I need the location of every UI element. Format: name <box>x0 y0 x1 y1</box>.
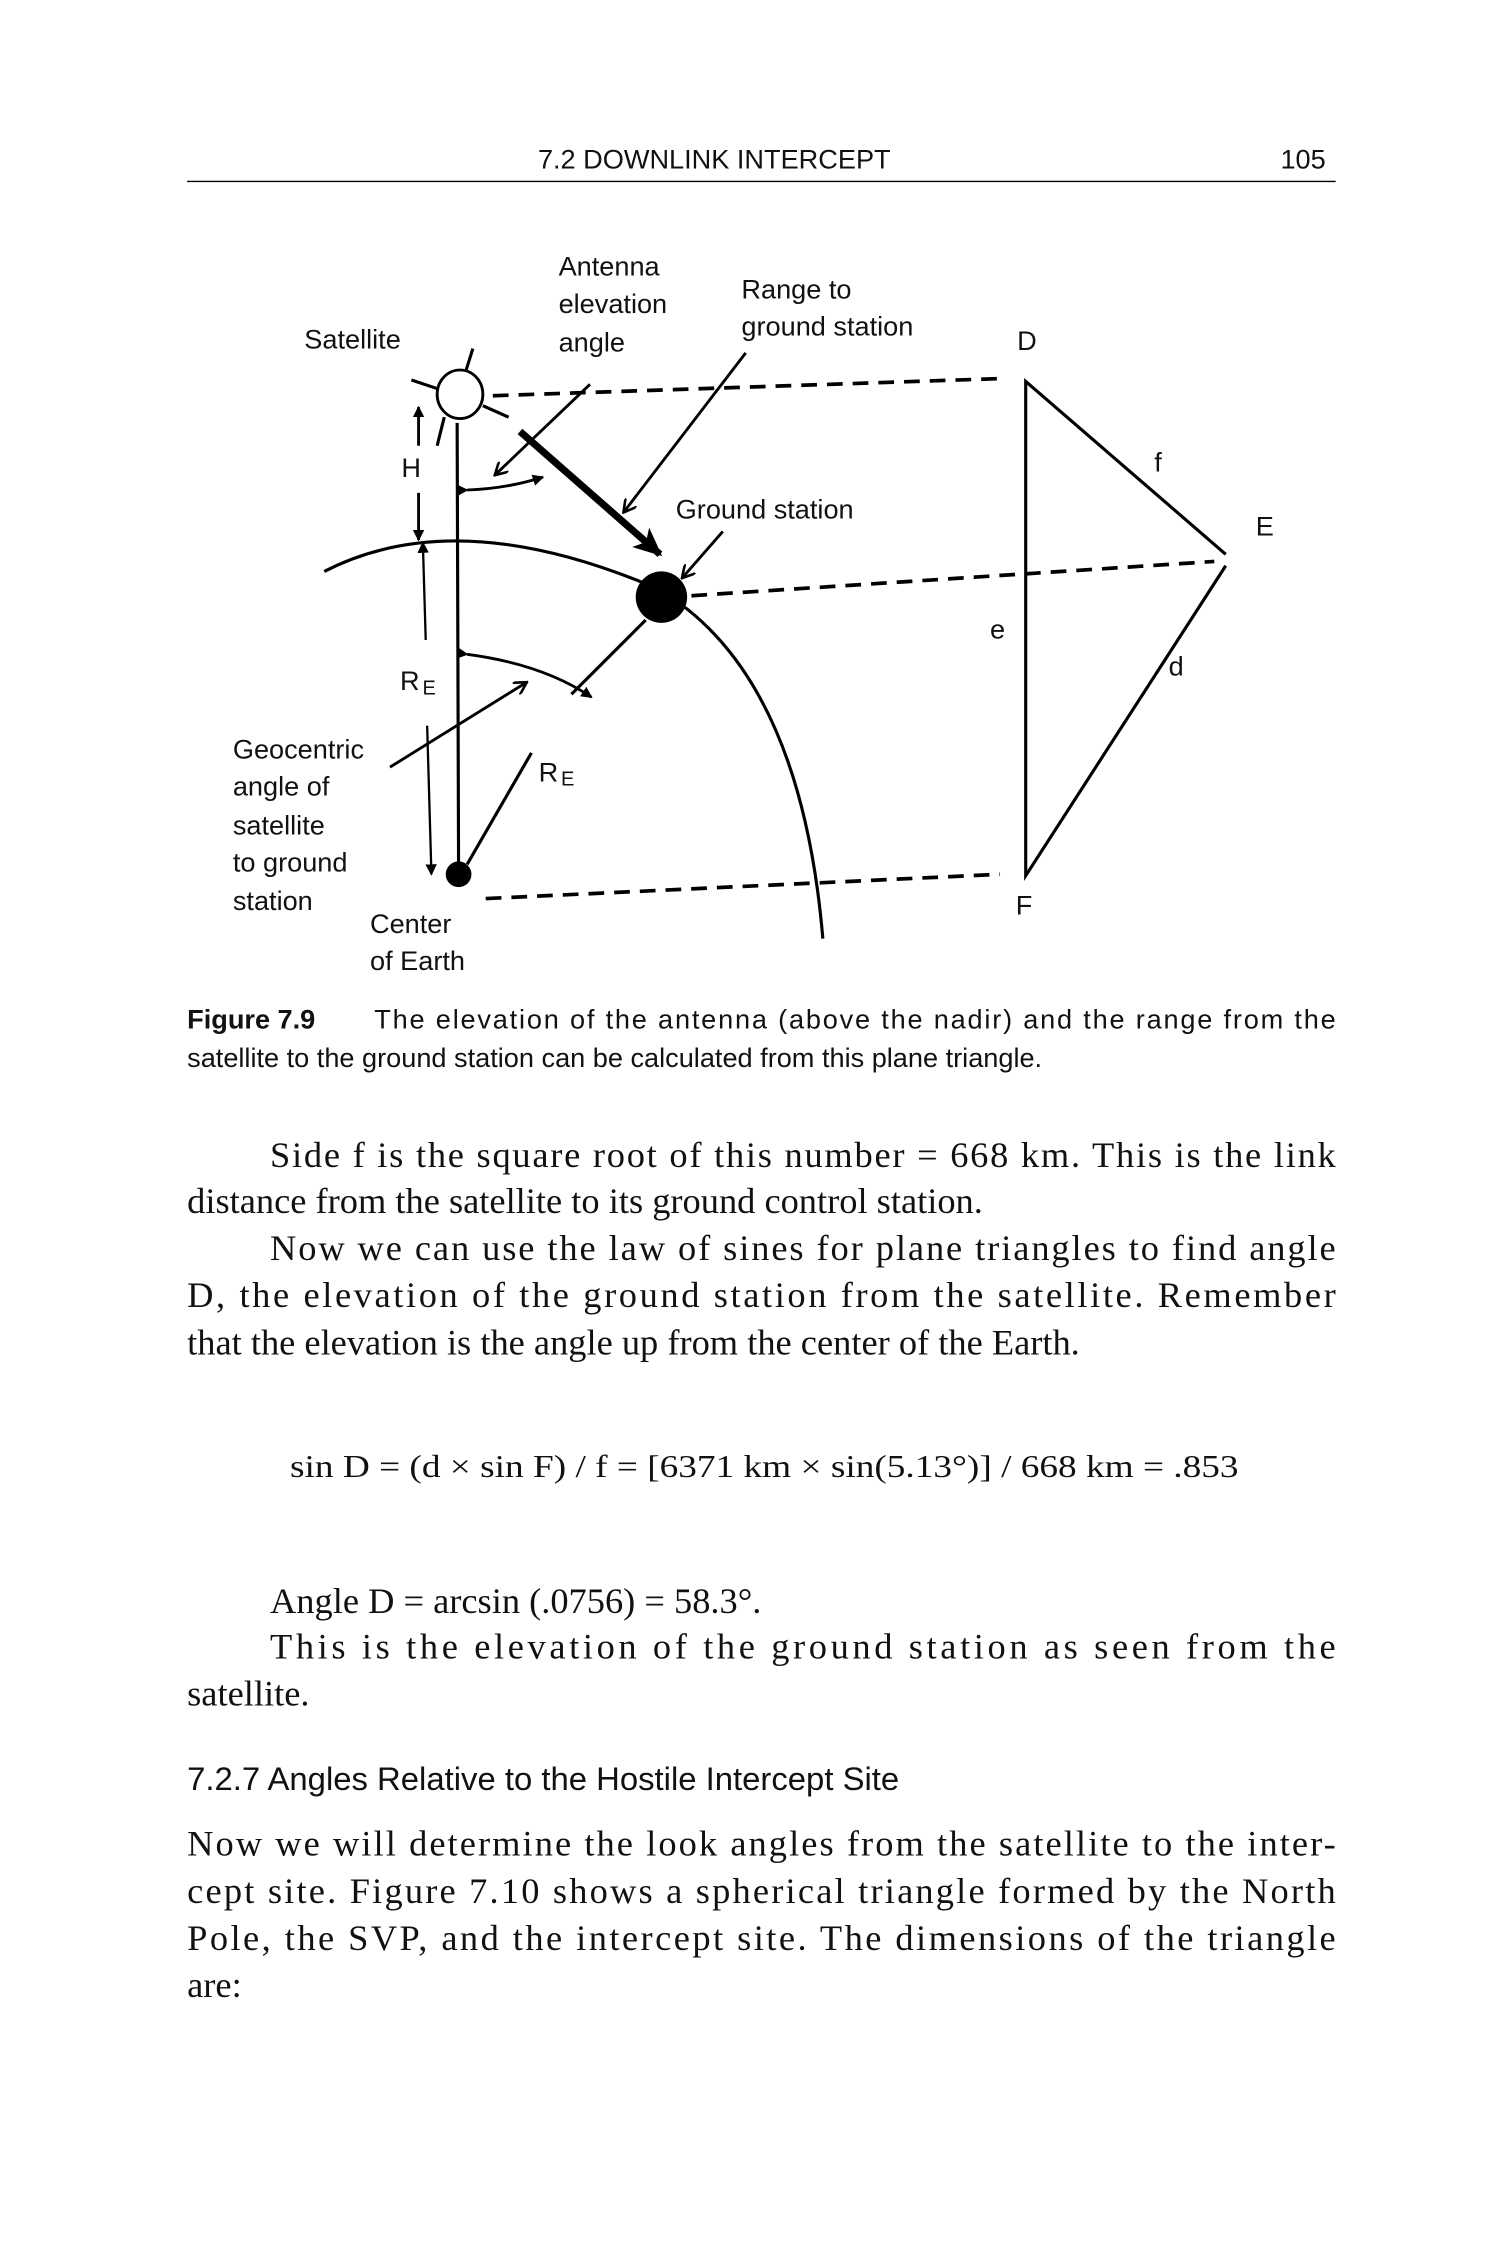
paragraph-line: D, the elevation of the ground station from the satellite. Remember <box>187 1275 1336 1316</box>
paragraph-line: Angle D = arcsin (.0756) = 58.3°. <box>270 1580 762 1621</box>
elevation-angle-arc <box>467 477 543 490</box>
label-e-vertex: E <box>1255 510 1274 542</box>
label-geocentric-2: angle of <box>232 770 330 802</box>
label-center-2: of Earth <box>370 945 465 976</box>
section-header: 7.2 DOWNLINK INTERCEPT <box>537 143 891 175</box>
radius-lower <box>467 753 531 864</box>
label-re-right: R E <box>538 756 575 791</box>
paragraph-line: Now we can use the law of sines for plane triangles to find angle <box>270 1228 1336 1268</box>
earth-surface-arc <box>324 541 823 939</box>
label-f-vertex: F <box>1015 889 1033 921</box>
caption-line: The elevation of the antenna (above the nadir) and the range from the <box>374 1003 1336 1035</box>
dashed-line-ground-station <box>691 561 1214 595</box>
paragraph-line: This is the elevation of the ground station as seen from the <box>270 1626 1336 1667</box>
range-pointer <box>624 353 745 512</box>
figure-diagram <box>233 251 1274 976</box>
label-geocentric-5: station <box>232 885 313 916</box>
paragraph-line: that the elevation is the angle up from the center of the Earth. <box>187 1322 1080 1363</box>
section-heading: 7.2.7 Angles Relative to the Hostile Intercept Site <box>187 1760 900 1797</box>
paragraph-line: Now we will determine the look angles from the satellite to the inter- <box>187 1823 1336 1864</box>
running-header <box>187 144 1336 182</box>
paragraph-line: Pole, the SVP, and the intercept site. The dimensions of the triangle <box>187 1918 1336 1958</box>
dashed-line-satellite <box>493 379 1000 396</box>
label-re-left: R E <box>400 665 436 700</box>
caption-line: satellite to the ground station can be calculated from this plane triangle. <box>187 1042 1043 1074</box>
paragraph-line: Side f is the square root of this number = 668 km. This is the link <box>270 1135 1336 1176</box>
paragraph-line: distance from the satellite to its ground control station. <box>187 1180 983 1221</box>
dashed-line-center <box>486 874 1000 898</box>
label-ground-station: Ground station <box>675 493 854 525</box>
label-f-side: f <box>1154 446 1162 478</box>
label-geocentric-4: to ground <box>232 846 348 878</box>
paragraph-line: are: <box>187 1965 242 2006</box>
nadir-line <box>457 423 458 869</box>
label-antenna-2: elevation <box>558 287 668 319</box>
ground-station-dot <box>636 571 687 622</box>
page-number: 105 <box>1280 143 1326 175</box>
label-satellite: Satellite <box>304 323 401 355</box>
label-antenna-3: angle <box>558 326 625 358</box>
label-d-vertex: D <box>1017 325 1037 356</box>
label-d-side: d <box>1168 650 1184 682</box>
label-antenna-1: Antenna <box>558 250 660 282</box>
radius-upper <box>571 620 645 694</box>
label-range-2: ground station <box>741 310 914 342</box>
re-arrow-up <box>423 543 426 640</box>
center-of-earth-dot <box>446 861 472 887</box>
figure-caption <box>187 1004 1336 1074</box>
ground-station-pointer <box>683 531 723 577</box>
label-center-1: Center <box>370 907 452 939</box>
caption-label: Figure 7.9 <box>187 1003 316 1035</box>
label-geocentric-3: satellite <box>232 809 325 841</box>
label-h: H <box>401 452 422 484</box>
label-e-side: e <box>990 613 1006 645</box>
antenna-elevation-pointer <box>496 384 590 474</box>
sine-law-equation: sin D = (d × sin F) / f = [6371 km × sin(5.13°)] / 668 km = .853 <box>290 1449 1239 1485</box>
plane-triangle <box>1026 381 1226 875</box>
paragraph-line: satellite. <box>187 1673 310 1714</box>
paragraph-line: cept site. Figure 7.10 shows a spherical triangle formed by the North <box>187 1870 1336 1911</box>
label-range-1: Range to <box>741 273 852 305</box>
body-text <box>187 1135 1336 2005</box>
label-geocentric-1: Geocentric <box>232 733 365 765</box>
re-arrow-down <box>427 726 431 875</box>
